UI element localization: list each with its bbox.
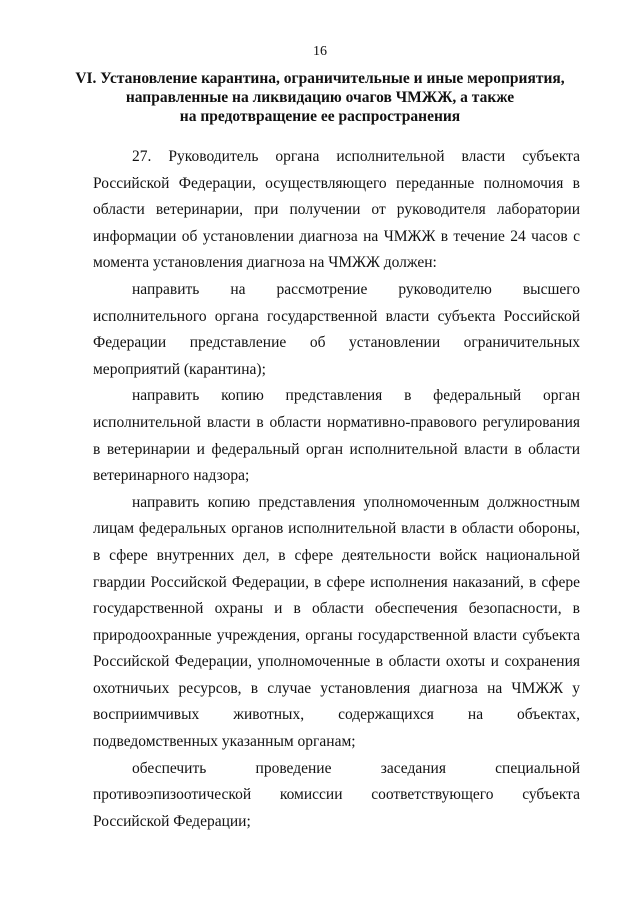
section-heading-line-2: направленные на ликвидацию очагов ЧМЖЖ, а также xyxy=(125,89,515,106)
section-heading-line-3: на предотвращение ее распространения xyxy=(179,108,461,125)
section-heading xyxy=(60,69,580,126)
body-text xyxy=(93,144,580,835)
section-heading-line-1: VI. Установление карантина, ограничительные и иные мероприятия, xyxy=(75,70,565,87)
paragraph-send-copy-federal: направить копию представления в федеральный орган исполнительной власти в области нормативно-правового регулирования в ветеринарии и федеральный орган исполнительной власти в области ветеринарного надзора; xyxy=(93,387,580,485)
paragraph-submit-representation: направить на рассмотрение руководителю высшего исполнительного органа государственной власти субъекта Российской Федерации представление об установлении ограничительных мероприятий (карантина); xyxy=(93,280,580,378)
paragraph-send-copy-officials: направить копию представления уполномоченным должностным лицам федеральных органов исполнительной власти в области обороны, в сфере внутренних дел, в сфере деятельности войск национальной гвардии Российской Федерации, в сфере исполнения наказаний, в сфере государственной охраны и в области обеспечения безопасности, в природоохранные учреждения, органы государственной власти субъекта Российской Федерации, уполномоченные в области охоты и сохранения охотничьих ресурсов, в случае установления диагноза на ЧМЖЖ у восприимчивых животных, содержащихся на объектах, подведомственных указанным органам; xyxy=(93,493,580,751)
page-number: 16 xyxy=(313,44,327,59)
paragraph-ensure-meeting: обеспечить проведение заседания специальной противоэпизоотической комиссии соответствующего субъекта Российской Федерации; xyxy=(93,759,580,830)
paragraph-27: 27. Руководитель органа исполнительной власти субъекта Российской Федерации, осуществляющего переданные полномочия в области ветеринарии, при получении от руководителя лаборатории информации об установлении диагноза на ЧМЖЖ в течение 24 часов с момента установления диагноза на ЧМЖЖ должен: xyxy=(93,148,580,272)
